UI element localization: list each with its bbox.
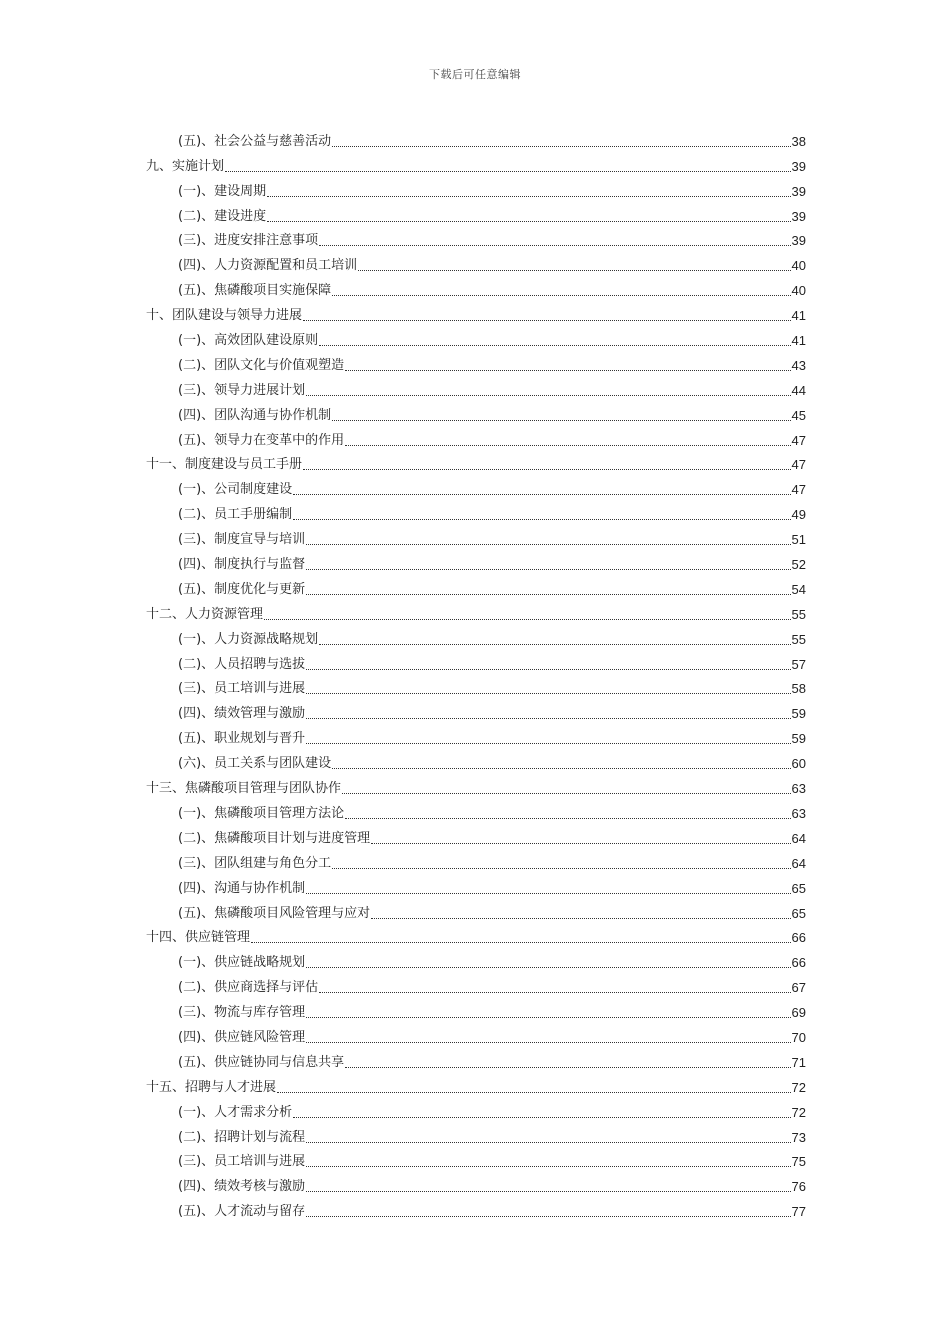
toc-dot-leader xyxy=(306,569,790,570)
toc-section-entry[interactable] xyxy=(146,350,806,375)
toc-dot-leader xyxy=(319,345,790,346)
toc-chapter-entry[interactable] xyxy=(146,923,806,948)
toc-dot-leader xyxy=(306,1042,790,1043)
toc-dot-leader xyxy=(332,768,790,769)
toc-section-entry[interactable] xyxy=(146,1171,806,1196)
toc-entry-label: (二)、员工手册编制 xyxy=(178,507,293,523)
toc-entry-label: (二)、焦磷酸项目计划与进度管理 xyxy=(178,830,371,846)
toc-section-entry[interactable] xyxy=(146,325,806,350)
toc-page-number: 76 xyxy=(791,1179,806,1195)
toc-page-number: 57 xyxy=(791,656,806,672)
toc-page-number: 43 xyxy=(791,357,806,373)
toc-page-number: 65 xyxy=(791,880,806,896)
toc-page-number: 38 xyxy=(791,133,806,149)
toc-page-number: 59 xyxy=(791,731,806,747)
toc-section-entry[interactable] xyxy=(146,250,806,275)
toc-page-number: 39 xyxy=(791,183,806,199)
toc-dot-leader xyxy=(319,992,790,993)
toc-section-entry[interactable] xyxy=(146,873,806,898)
toc-section-entry[interactable] xyxy=(146,798,806,823)
toc-page-number: 45 xyxy=(791,407,806,423)
toc-section-entry[interactable] xyxy=(146,375,806,400)
toc-entry-label: 十、团队建设与领导力进展 xyxy=(146,308,303,324)
toc-page-number: 55 xyxy=(791,631,806,647)
toc-page-number: 73 xyxy=(791,1129,806,1145)
toc-section-entry[interactable] xyxy=(146,723,806,748)
toc-section-entry[interactable] xyxy=(146,499,806,524)
toc-entry-label: (二)、供应商选择与评估 xyxy=(178,980,319,996)
toc-page-number: 44 xyxy=(791,382,806,398)
toc-dot-leader xyxy=(306,1017,790,1018)
toc-entry-label: (五)、社会公益与慈善活动 xyxy=(178,133,332,149)
toc-chapter-entry[interactable] xyxy=(146,151,806,176)
toc-section-entry[interactable] xyxy=(146,848,806,873)
toc-page-number: 70 xyxy=(791,1029,806,1045)
toc-entry-label: (一)、人力资源战略规划 xyxy=(178,631,319,647)
toc-dot-leader xyxy=(306,544,790,545)
toc-entry-label: (四)、团队沟通与协作机制 xyxy=(178,407,332,423)
toc-dot-leader xyxy=(306,1166,790,1167)
toc-entry-label: (五)、供应链协同与信息共享 xyxy=(178,1054,345,1070)
toc-dot-leader xyxy=(358,270,790,271)
toc-dot-leader xyxy=(306,669,790,670)
toc-entry-label: (四)、绩效考核与激励 xyxy=(178,1179,306,1195)
toc-page-number: 51 xyxy=(791,532,806,548)
toc-dot-leader xyxy=(306,893,790,894)
toc-page-number: 59 xyxy=(791,706,806,722)
toc-entry-label: (三)、物流与库存管理 xyxy=(178,1005,306,1021)
toc-entry-label: (四)、供应链风险管理 xyxy=(178,1029,306,1045)
toc-page-number: 71 xyxy=(791,1054,806,1070)
toc-page-number: 66 xyxy=(791,955,806,971)
toc-dot-leader xyxy=(306,395,790,396)
toc-section-entry[interactable] xyxy=(146,524,806,549)
toc-page-number: 41 xyxy=(791,308,806,324)
toc-entry-label: (五)、焦磷酸项目风险管理与应对 xyxy=(178,905,371,921)
toc-page-number: 77 xyxy=(791,1204,806,1220)
toc-dot-leader xyxy=(306,594,790,595)
toc-entry-label: (一)、高效团队建设原则 xyxy=(178,333,319,349)
toc-section-entry[interactable] xyxy=(146,425,806,450)
toc-dot-leader xyxy=(371,918,790,919)
toc-chapter-entry[interactable] xyxy=(146,1072,806,1097)
toc-dot-leader xyxy=(277,1092,791,1093)
toc-page-number: 64 xyxy=(791,830,806,846)
toc-page-number: 41 xyxy=(791,333,806,349)
toc-entry-label: (五)、领导力在变革中的作用 xyxy=(178,432,345,448)
toc-section-entry[interactable] xyxy=(146,275,806,300)
toc-entry-label: 十一、制度建设与员工手册 xyxy=(146,457,303,473)
toc-section-entry[interactable] xyxy=(146,748,806,773)
toc-chapter-entry[interactable] xyxy=(146,450,806,475)
toc-section-entry[interactable] xyxy=(146,474,806,499)
toc-dot-leader xyxy=(345,1067,790,1068)
toc-dot-leader xyxy=(332,420,790,421)
toc-chapter-entry[interactable] xyxy=(146,300,806,325)
toc-entry-label: (五)、焦磷酸项目实施保障 xyxy=(178,283,332,299)
toc-section-entry[interactable] xyxy=(146,549,806,574)
toc-entry-label: (一)、人才需求分析 xyxy=(178,1104,293,1120)
toc-dot-leader xyxy=(306,1216,790,1217)
toc-entry-label: (四)、人力资源配置和员工培训 xyxy=(178,258,358,274)
toc-page-number: 58 xyxy=(791,681,806,697)
toc-section-entry[interactable] xyxy=(146,698,806,723)
toc-chapter-entry[interactable] xyxy=(146,773,806,798)
toc-section-entry[interactable] xyxy=(146,674,806,699)
toc-section-entry[interactable] xyxy=(146,1122,806,1147)
toc-entry-label: 十二、人力资源管理 xyxy=(146,606,264,622)
toc-entry-label: (三)、进度安排注意事项 xyxy=(178,233,319,249)
toc-dot-leader xyxy=(303,320,791,321)
toc-section-entry[interactable] xyxy=(146,574,806,599)
toc-entry-label: 十三、焦磷酸项目管理与团队协作 xyxy=(146,781,342,797)
toc-page-number: 54 xyxy=(791,581,806,597)
toc-dot-leader xyxy=(293,519,790,520)
toc-entry-label: (六)、员工关系与团队建设 xyxy=(178,756,332,772)
toc-entry-label: (二)、招聘计划与流程 xyxy=(178,1129,306,1145)
toc-dot-leader xyxy=(267,196,790,197)
toc-page-number: 39 xyxy=(791,233,806,249)
toc-page-number: 63 xyxy=(791,781,806,797)
toc-dot-leader xyxy=(264,619,791,620)
toc-page-number: 40 xyxy=(791,258,806,274)
toc-page-number: 72 xyxy=(791,1104,806,1120)
toc-section-entry[interactable] xyxy=(146,176,806,201)
toc-dot-leader xyxy=(303,469,791,470)
toc-section-entry[interactable] xyxy=(146,1147,806,1172)
toc-page-number: 40 xyxy=(791,283,806,299)
toc-entry-label: (四)、绩效管理与激励 xyxy=(178,706,306,722)
toc-dot-leader xyxy=(345,445,790,446)
toc-section-entry[interactable] xyxy=(146,201,806,226)
toc-dot-leader xyxy=(332,868,790,869)
toc-dot-leader xyxy=(306,967,790,968)
toc-section-entry[interactable] xyxy=(146,997,806,1022)
toc-dot-leader xyxy=(342,793,791,794)
toc-entry-label: (三)、制度宣导与培训 xyxy=(178,532,306,548)
toc-section-entry[interactable] xyxy=(146,823,806,848)
toc-page-number: 65 xyxy=(791,905,806,921)
toc-section-entry[interactable] xyxy=(146,898,806,923)
toc-page-number: 60 xyxy=(791,756,806,772)
toc-dot-leader xyxy=(319,245,790,246)
toc-page-number: 69 xyxy=(791,1005,806,1021)
toc-dot-leader xyxy=(332,295,790,296)
toc-section-entry[interactable] xyxy=(146,649,806,674)
toc-entry-label: (四)、制度执行与监督 xyxy=(178,557,306,573)
toc-entry-label: (二)、建设进度 xyxy=(178,208,267,224)
toc-page-number: 72 xyxy=(791,1079,806,1095)
toc-entry-label: (一)、供应链战略规划 xyxy=(178,955,306,971)
toc-page-number: 63 xyxy=(791,805,806,821)
toc-page-number: 47 xyxy=(791,457,806,473)
toc-entry-label: (五)、人才流动与留存 xyxy=(178,1204,306,1220)
toc-entry-label: 十四、供应链管理 xyxy=(146,930,251,946)
toc-page-number: 55 xyxy=(791,606,806,622)
toc-dot-leader xyxy=(251,942,791,943)
toc-page-number: 64 xyxy=(791,855,806,871)
toc-page-number: 39 xyxy=(791,158,806,174)
toc-dot-leader xyxy=(371,843,790,844)
toc-section-entry[interactable] xyxy=(146,1097,806,1122)
toc-entry-label: (三)、员工培训与进展 xyxy=(178,1154,306,1170)
toc-dot-leader xyxy=(293,1117,790,1118)
toc-entry-label: (五)、职业规划与晋升 xyxy=(178,731,306,747)
toc-section-entry[interactable] xyxy=(146,1047,806,1072)
toc-chapter-entry[interactable] xyxy=(146,599,806,624)
toc-page-number: 47 xyxy=(791,482,806,498)
toc-entry-label: (一)、公司制度建设 xyxy=(178,482,293,498)
toc-dot-leader xyxy=(345,370,790,371)
page-header: 下载后可任意编辑 xyxy=(429,68,521,81)
toc-dot-leader xyxy=(225,171,791,172)
toc-section-entry[interactable] xyxy=(146,947,806,972)
toc-entry-label: (一)、建设周期 xyxy=(178,183,267,199)
toc-entry-label: (四)、沟通与协作机制 xyxy=(178,880,306,896)
toc-entry-label: (三)、员工培训与进展 xyxy=(178,681,306,697)
toc-entry-label: (一)、焦磷酸项目管理方法论 xyxy=(178,805,345,821)
toc-dot-leader xyxy=(267,221,790,222)
toc-page-number: 67 xyxy=(791,980,806,996)
toc-page-number: 75 xyxy=(791,1154,806,1170)
toc-section-entry[interactable] xyxy=(146,400,806,425)
toc-dot-leader xyxy=(306,1191,790,1192)
table-of-contents xyxy=(146,126,806,1221)
toc-entry-label: (二)、人员招聘与选拔 xyxy=(178,656,306,672)
toc-dot-leader xyxy=(319,644,790,645)
toc-dot-leader xyxy=(332,146,790,147)
toc-dot-leader xyxy=(306,693,790,694)
toc-entry-label: (三)、领导力进展计划 xyxy=(178,382,306,398)
toc-dot-leader xyxy=(306,1142,790,1143)
toc-page-number: 66 xyxy=(791,930,806,946)
toc-page-number: 47 xyxy=(791,432,806,448)
toc-entry-label: (五)、制度优化与更新 xyxy=(178,581,306,597)
toc-section-entry[interactable] xyxy=(146,1196,806,1221)
toc-section-entry[interactable] xyxy=(146,624,806,649)
toc-section-entry[interactable] xyxy=(146,972,806,997)
toc-page-number: 39 xyxy=(791,208,806,224)
toc-dot-leader xyxy=(345,818,790,819)
toc-section-entry[interactable] xyxy=(146,226,806,251)
toc-entry-label: (三)、团队组建与角色分工 xyxy=(178,855,332,871)
toc-page-number: 52 xyxy=(791,557,806,573)
toc-dot-leader xyxy=(306,743,790,744)
toc-section-entry[interactable] xyxy=(146,1022,806,1047)
toc-dot-leader xyxy=(293,494,790,495)
toc-page-number: 49 xyxy=(791,507,806,523)
toc-dot-leader xyxy=(306,718,790,719)
toc-entry-label: 九、实施计划 xyxy=(146,158,225,174)
toc-section-entry[interactable] xyxy=(146,126,806,151)
toc-entry-label: (二)、团队文化与价值观塑造 xyxy=(178,357,345,373)
toc-entry-label: 十五、招聘与人才进展 xyxy=(146,1079,277,1095)
